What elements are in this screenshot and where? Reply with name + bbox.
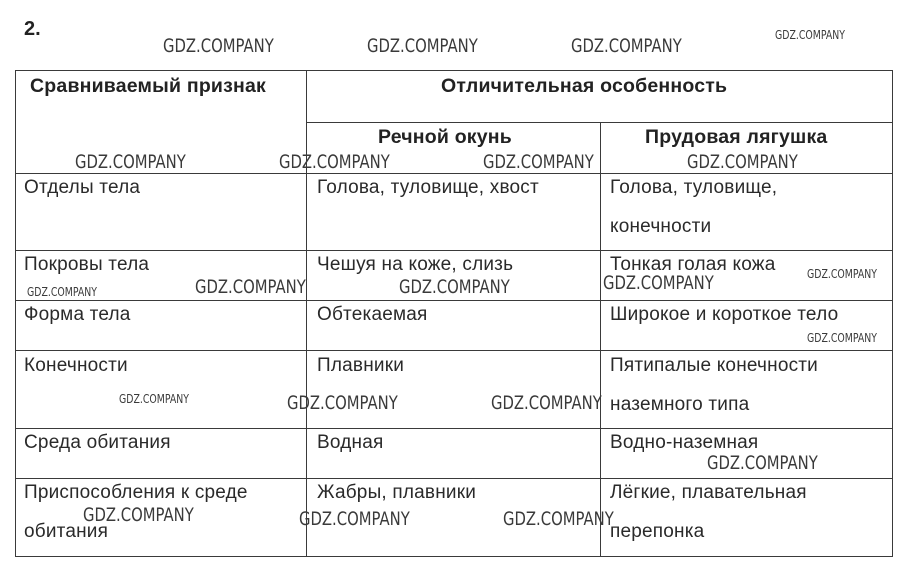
table-border-top (15, 70, 893, 71)
cell-perch: Обтекаемая (317, 304, 428, 325)
cell-feature: Конечности (24, 355, 128, 376)
header-perch: Речной окунь (378, 126, 512, 148)
watermark: GDZ.COMPANY (367, 35, 478, 57)
watermark: GDZ.COMPANY (119, 392, 190, 406)
watermark: GDZ.COMPANY (83, 504, 194, 526)
cell-feature: обитания (24, 521, 109, 542)
row-divider (15, 300, 893, 301)
cell-perch: Плавники (317, 355, 405, 376)
watermark: GDZ.COMPANY (707, 452, 818, 474)
cell-feature: Форма тела (24, 304, 131, 325)
cell-perch: Голова, туловище, хвост (317, 177, 539, 198)
watermark: GDZ.COMPANY (75, 151, 186, 173)
watermark: GDZ.COMPANY (687, 151, 798, 173)
table-border-bottom (15, 556, 893, 557)
cell-feature: Среда обитания (24, 432, 171, 453)
cell-frog: Лёгкие, плавательная (610, 482, 807, 503)
cell-feature: Покровы тела (24, 254, 150, 275)
cell-frog: Тонкая голая кожа (610, 254, 776, 275)
cell-frog: Водно-наземная (610, 432, 759, 453)
cell-frog: перепонка (610, 521, 705, 542)
row-divider (15, 173, 893, 174)
watermark: GDZ.COMPANY (503, 508, 614, 530)
task-number: 2. (24, 18, 41, 40)
cell-frog: Голова, туловище, (610, 177, 778, 198)
header-frog: Прудовая лягушка (645, 126, 828, 148)
table-border-left (15, 70, 16, 557)
cell-frog: Широкое и короткое тело (610, 304, 839, 325)
header-distinguishing-feature: Отличительная особенность (441, 75, 728, 97)
watermark: GDZ.COMPANY (287, 392, 398, 414)
cell-perch: Чешуя на коже, слизь (317, 254, 514, 275)
cell-frog: конечности (610, 216, 712, 237)
cell-perch: Водная (317, 432, 384, 453)
watermark: GDZ.COMPANY (807, 267, 878, 281)
cell-perch: Жабры, плавники (317, 482, 477, 503)
column-divider (306, 70, 307, 557)
cell-frog: наземного типа (610, 394, 750, 415)
watermark: GDZ.COMPANY (807, 331, 878, 345)
watermark: GDZ.COMPANY (491, 392, 602, 414)
row-divider (15, 478, 893, 479)
watermark: GDZ.COMPANY (195, 276, 306, 298)
watermark: GDZ.COMPANY (279, 151, 390, 173)
table-border-right (892, 70, 893, 557)
watermark: GDZ.COMPANY (163, 35, 274, 57)
watermark: GDZ.COMPANY (483, 151, 594, 173)
cell-frog: Пятипалые конечности (610, 355, 818, 376)
watermark: GDZ.COMPANY (299, 508, 410, 530)
watermark: GDZ.COMPANY (399, 276, 510, 298)
row-divider (15, 428, 893, 429)
watermark: GDZ.COMPANY (27, 285, 98, 299)
row-divider (15, 350, 893, 351)
header-compared-feature: Сравниваемый признак (30, 75, 266, 97)
cell-feature: Приспособления к среде (24, 482, 248, 503)
watermark: GDZ.COMPANY (603, 272, 714, 294)
watermark: GDZ.COMPANY (571, 35, 682, 57)
cell-feature: Отделы тела (24, 177, 141, 198)
column-divider (600, 122, 601, 557)
row-divider (15, 250, 893, 251)
watermark: GDZ.COMPANY (775, 28, 846, 42)
